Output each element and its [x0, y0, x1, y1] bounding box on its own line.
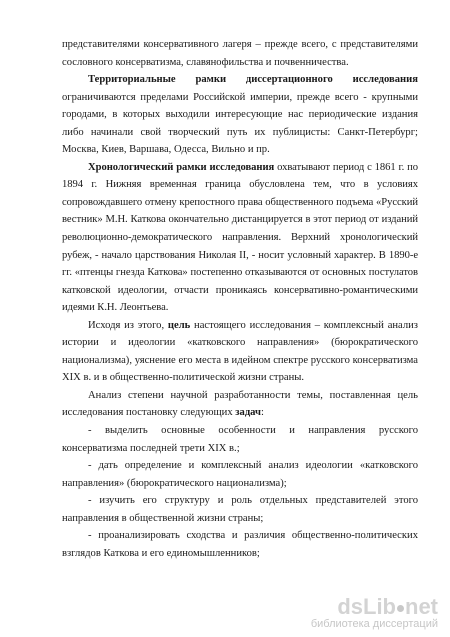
chronological-scope-text: охватывают период с 1861 г. по 1894 г. Нижняя временная граница обусловлена тем, что в условиях сопровождавшего отмену крепостного права общественного подъема «Русский вестник» М.Н. Каткова окончательно дистанцируется в этот период от изданий революционно-демократического направления. Верхний хронологический рубеж, - начало царствования Николая II, - носит условный характер. В 1890-е гг. «птенцы гнезда Каткова» постепенно отказываются от основных постулатов катковской идеологии, отчасти проникаясь консервативно-романтическими идеями К.Н. Леонтьева.	[62, 161, 418, 314]
logo-part-ds: ds	[337, 594, 363, 619]
task-item-text: - изучить его структуру и роль отдельных представителей этого направления в общественной жизни страны;	[62, 495, 418, 524]
paragraph-tasks-intro	[62, 387, 418, 422]
paragraph-territorial-scope	[62, 71, 418, 159]
task-item	[62, 527, 418, 562]
logo-dot-icon	[397, 605, 404, 612]
paragraph-goal	[62, 317, 418, 387]
chronological-scope-heading: Хронологический рамки исследования	[88, 161, 275, 173]
dslib-watermark[interactable]	[311, 596, 438, 631]
watermark-subtitle: библиотека диссертаций	[310, 618, 438, 630]
task-item-text: - дать определение и комплексный анализ идеологии «катковского направления» (бюрократического национализма);	[62, 460, 418, 489]
task-item-text: - выделить основные особенности и направления русского консерватизма последней трети XIX в.;	[62, 425, 418, 454]
task-item-text: - проанализировать сходства и различия общественно-политических взглядов Каткова и его единомышленников;	[62, 530, 418, 559]
document-page	[62, 36, 418, 562]
task-item	[62, 457, 418, 492]
tasks-keyword: задач	[235, 407, 262, 419]
logo-part-lib: Lib	[363, 594, 396, 619]
tasks-intro-colon: :	[261, 407, 264, 419]
paragraph-intro-text: представителями консервативного лагеря – прежде всего, с представителями сословного консерватизма, славянофильства и почвенничества.	[62, 39, 418, 68]
logo-part-net: net	[405, 594, 438, 619]
paragraph-intro	[62, 36, 418, 71]
goal-lead-text: Исходя из этого,	[88, 319, 168, 331]
dslib-logo	[311, 596, 438, 618]
territorial-scope-heading: Территориальные рамки диссертационного исследования	[88, 74, 418, 86]
tasks-intro-text: Анализ степени научной разработанности темы, поставленная цель исследования постановку следующих	[62, 389, 418, 419]
territorial-scope-text: ограничиваются пределами Российской империи, прежде всего - крупными городами, в которых выходили интересующие нас периодические издания либо начинали свой творческий путь их публицисты: Санкт-Петербург; Москва, Киев, Варшава, Одесса, Вильно и пр.	[62, 91, 418, 156]
goal-text: настоящего исследования – комплексный анализ истории и идеологии «катковского направления» (бюрократического национализма), уяснение его места в идейном спектре русского консерватизма XIX в. и в общественно-политической жизни страны.	[62, 319, 418, 384]
goal-keyword: цель	[167, 319, 191, 331]
task-item	[62, 422, 418, 457]
paragraph-chronological-scope	[62, 159, 418, 317]
task-item	[62, 492, 418, 527]
